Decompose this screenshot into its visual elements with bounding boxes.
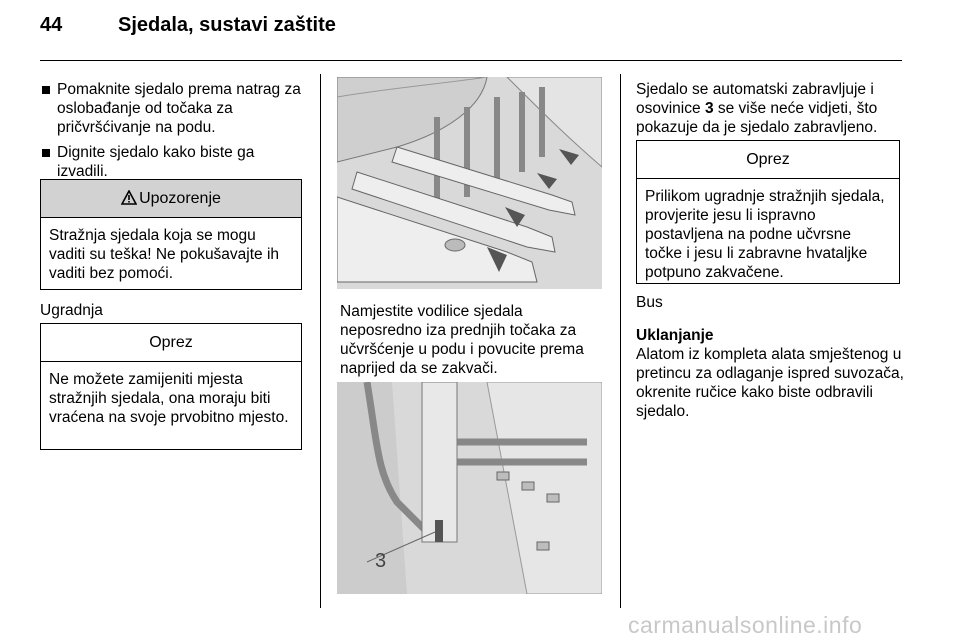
caution-box [40, 323, 302, 450]
instruction-text: Namjestite vodilice sjedala neposredno iza prednjih točaka za učvršćenje u podu i povucite prema naprijed da se zakvači. [340, 303, 584, 377]
page-number: 44 [40, 14, 63, 36]
watermark: carmanualsonline.info [628, 612, 863, 638]
bullet-item [40, 80, 305, 137]
removal-text: Alatom iz kompleta alata smještenog u pretincu za odlaganje ispred suvozača, okrenite ručice kako biste odbravili sjedalo. [636, 346, 904, 420]
page-title: Sjedala, sustavi zaštite [118, 14, 336, 36]
bullet-icon [42, 149, 50, 157]
warning-title: Upozorenje [139, 190, 221, 207]
lock-text-bold: 3 [704, 100, 714, 117]
lock-description [636, 80, 906, 137]
section-heading-ugradnja: Ugradnja [40, 302, 103, 319]
warning-triangle-icon [121, 190, 137, 205]
warning-body: Stražnja sjedala koja se mogu vaditi su teška! Ne pokušavajte ih vaditi bez pomoći. [49, 227, 280, 282]
section-heading-bus: Bus [636, 294, 663, 311]
lock-text-after: se više neće vidjeti, što pokazuje da je sjedalo zabravljeno. [636, 100, 878, 136]
caution-box-2 [636, 140, 900, 284]
warning-box [40, 179, 302, 290]
caution-header: Oprez [41, 324, 301, 362]
lock-text-before: Sjedalo se automatski zabravljuje i osovinice [636, 81, 874, 117]
caution-body: Ne možete zamijeniti mjesta stražnjih sjedala, ona moraju biti vraćena na svoje prvobitno mjesto. [49, 371, 289, 426]
warning-header [41, 180, 301, 218]
bullet-icon [42, 86, 50, 94]
column-1 [40, 80, 305, 181]
bullet-text: Pomaknite sjedalo prema natrag za oslobađanje od točaka za pričvršćivanje na podu. [57, 81, 301, 136]
seat-latch-illustration [337, 382, 602, 594]
bullet-text: Dignite sjedalo kako biste ga izvadili. [57, 144, 255, 180]
caution-header-2: Oprez [637, 141, 899, 179]
seat-rails-illustration [337, 77, 602, 289]
bullet-item [40, 143, 305, 181]
callout-3: 3 [375, 550, 387, 572]
column-divider-2 [620, 74, 621, 608]
subheading-uklanjanje: Uklanjanje [636, 327, 714, 344]
caution-body-2: Prilikom ugradnje stražnjih sjedala, provjerite jesu li ispravno postavljena na podne učvrsne točke i jesu li zabravne hvataljke potpuno zakvačene. [645, 188, 885, 281]
column-divider-1 [320, 74, 321, 608]
header-rule [40, 60, 902, 61]
